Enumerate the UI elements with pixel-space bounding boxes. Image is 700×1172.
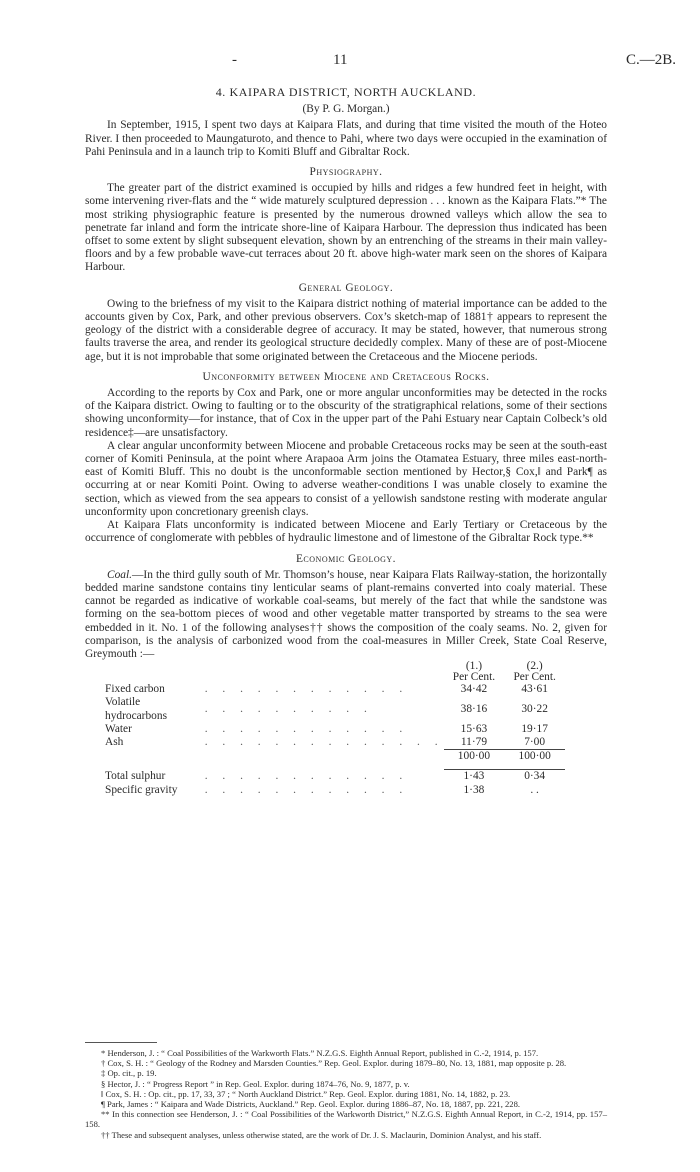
value-col-1: 34·42 <box>460 683 488 696</box>
table-row <box>105 723 565 736</box>
footnote: * Henderson, J. : “ Coal Possibilities of the Warkworth Flats.” N.Z.G.S. Eighth Annual Report, published in C.-2, 1914, p. 157. <box>101 1048 539 1058</box>
unconformity-heading: Unconformity between Miocene and Cretaceous Rocks. <box>202 370 490 383</box>
leader-dots: . . . . . . . . . . <box>204 702 373 715</box>
coal-analysis-table <box>105 661 565 797</box>
general-geology-paragraph: Owing to the briefness of my visit to the Kaipara district nothing of material importance can be added to the accounts given by Cox, Park, and other previous observers. Cox’s sketch-map of 1881† appears to represent the geology of the district with a considerable degree of accuracy. It may be stated, however, that numerous strong faults traverse the area, and render its geological structure decidedly complex. Many of these are of post-Miocene age, but it is not improbable that some originated between the Cretaceous and the Miocene periods. <box>85 297 607 363</box>
unconformity-paragraph-1: According to the reports by Cox and Park, one or more angular unconformities may be detected in the rocks of the Kaipara district. Owing to faulting or to the obscurity of the stratigraphical relations, some of their sections showing unconformity—for instance, that of Cox in the upper part of the Pahi Estuary near Captain Colbeck’s old residence‡—are unsatisfactory. <box>85 387 607 439</box>
value-col-2: 19·17 <box>521 722 548 735</box>
value-col-1: 1·38 <box>463 783 485 796</box>
footnote: ‡ Op. cit., p. 19. <box>101 1068 157 1079</box>
value-col-2: 100·00 <box>504 750 565 764</box>
general-geology-heading: General Geology. <box>298 281 394 294</box>
section-title: 4. KAIPARA DISTRICT, NORTH AUCKLAND. <box>215 85 477 99</box>
leader-dots: . . . . . . . . . . . . <box>204 722 409 735</box>
footnote: ** In this connection see Henderson, J. : “ Coal Possibilities of the Warkworth District,” N.Z.G.S. Eighth Annual Report, in C.-2, 1914, pp. 157–158. <box>85 1109 607 1130</box>
column-header-2: (2.) Per Cent. <box>513 660 556 684</box>
header-dash: - <box>232 52 237 68</box>
table-header-row <box>105 661 565 683</box>
value-col-2: 0·34 <box>504 770 565 784</box>
table-row <box>105 750 565 764</box>
table-row <box>105 784 565 797</box>
row-label: Volatile hydrocarbons <box>105 696 167 722</box>
coal-text: —In the third gully south of Mr. Thomson’s house, near Kaipara Flats Railway-station, the horizontally bedded marine sandstone contains tiny lenticular seams of plant-remains converted into coaly material. These cannot be regarded as indicative of workable coal-seams, but merely of the fact that while the sandstone was forming on the sea-bottom pieces of wood and other vegetable matter transported by streams to the sea were embedded in it. No. 1 of the following analyses†† shows the composition of the coaly seams. No. 2, given for comparison, is the analysis of carbonized wood from the coal-measures in Miller Creek, State Coal Reserve, Greymouth :— <box>85 568 607 660</box>
physiography-paragraph: The greater part of the district examined is occupied by hills and ridges a few hundred feet in height, with some intervening river-flats and the “ wide maturely sculptured depression . . . known as the Kaipara Flats.”* The most striking physiographic feature is presented by the numerous drowned valleys which allow the sea to penetrate far inland and form the intricate shore-line of Kaipara Harbour. The depression thus indicated has been offset to some extent by slight subsequent elevation, shown by an entrenching of the streams in their main valley-floors and by a few probable wave-cut terraces about 20 ft. above high-water mark seen on the shores of Kaipara Harbour. <box>85 182 607 274</box>
table-row <box>105 770 565 784</box>
value-col-1: 38·16 <box>460 702 488 715</box>
value-col-1: 15·63 <box>460 722 488 735</box>
footnote-divider <box>85 1042 157 1043</box>
leader-dots: . . . . . . . . . . . . <box>204 783 409 796</box>
value-col-2: 30·22 <box>521 702 548 715</box>
table-row <box>105 696 565 722</box>
main-content <box>85 86 607 797</box>
row-label: Ash <box>105 736 124 749</box>
value-col-1: 100·00 <box>444 750 505 764</box>
row-label: Total sulphur <box>105 770 166 783</box>
unconformity-paragraph-2: A clear angular unconformity between Miocene and probable Cretaceous rocks may be seen at the south-east corner of Komiti Peninsula, at the point where Arapaoa Arm joins the Otamatea Estuary, three miles east-north-east of Komiti Bluff. This no doubt is the unconformable section mentioned by Hector,§ Cox,‖ and Park¶ as occurring at or near Komiti Point. Owing to adverse weather-conditions I was unable closely to examine the section, which as viewed from the sea appears to consist of a yellowish sandstone resting with moderate angular unconformity upon concretionary greenish clays. <box>85 439 607 518</box>
value-col-2: . . <box>530 783 539 796</box>
leader-dots: . . . . . . . . . . . . <box>204 683 409 696</box>
coal-paragraph <box>85 569 607 661</box>
physiography-heading: Physiography. <box>309 166 383 179</box>
unconformity-paragraph-3: At Kaipara Flats unconformity is indicated between Miocene and Early Tertiary or Cretaceous by the occurrence of conglomerate with pebbles of hydraulic limestone and of limestone of the Gibraltar Rock type.** <box>85 519 607 545</box>
value-col-2: 7·00 <box>524 735 546 748</box>
footnote: ‖ Cox, S. H. : Op. cit., pp. 17, 33, 37 ; “ North Auckland District.” Rep. Geol. Explor. during 1881, No. 14, 1882, p. 23. <box>101 1088 511 1099</box>
author-byline: (By P. G. Morgan.) <box>302 103 390 116</box>
footnotes <box>85 1048 607 1140</box>
leader-dots: . . . . . . . . . . . . <box>204 770 409 783</box>
footnote: †† These and subsequent analyses, unless otherwise stated, are the work of Dr. J. S. Maclaurin, Dominion Analyst, and his staff. <box>101 1129 542 1140</box>
table-row <box>105 736 565 750</box>
footnote: ¶ Park, James : “ Kaipara and Wade Districts, Auckland.” Rep. Geol. Explor. during 1886–87, No. 18, 1887, pp. 221, 228. <box>101 1099 521 1110</box>
economic-geology-heading: Economic Geology. <box>295 552 397 565</box>
footnote: † Cox, S. H. : “ Geology of the Rodney and Marsden Counties.” Rep. Geol. Explor. during 1879–80, No. 13, 1881, map opposite p. 28. <box>101 1058 567 1069</box>
column-header-1: (1.) Per Cent. <box>452 660 496 684</box>
row-label <box>105 750 205 764</box>
page-number: 11 <box>333 52 348 68</box>
leader-dots <box>205 750 444 764</box>
row-label: Fixed carbon <box>105 683 165 696</box>
intro-paragraph: In September, 1915, I spent two days at Kaipara Flats, and during that time visited the mouth of the Hoteo River. I then proceeded to Maungaturoto, and thence to Pahi, where two days were occupied in the examination of Pahi Peninsula and in a launch trip to Komiti Bluff and Gibraltar Rock. <box>85 119 607 158</box>
page-header <box>0 52 700 72</box>
row-label: Water <box>105 722 132 735</box>
value-col-2: 43·61 <box>521 683 548 696</box>
footnote: § Hector, J. : “ Progress Report ” in Rep. Geol. Explor. during 1874–76, No. 9, 1877, p. v. <box>101 1078 410 1089</box>
document-code: C.—2B. <box>626 52 677 68</box>
value-col-1: 11·79 <box>460 735 488 748</box>
row-label: Specific gravity <box>105 783 178 796</box>
value-col-1: 1·43 <box>444 770 505 784</box>
table-row <box>105 683 565 696</box>
coal-label: Coal. <box>107 568 133 581</box>
leader-dots: . . . . . . . . . . . . . . <box>204 736 444 749</box>
